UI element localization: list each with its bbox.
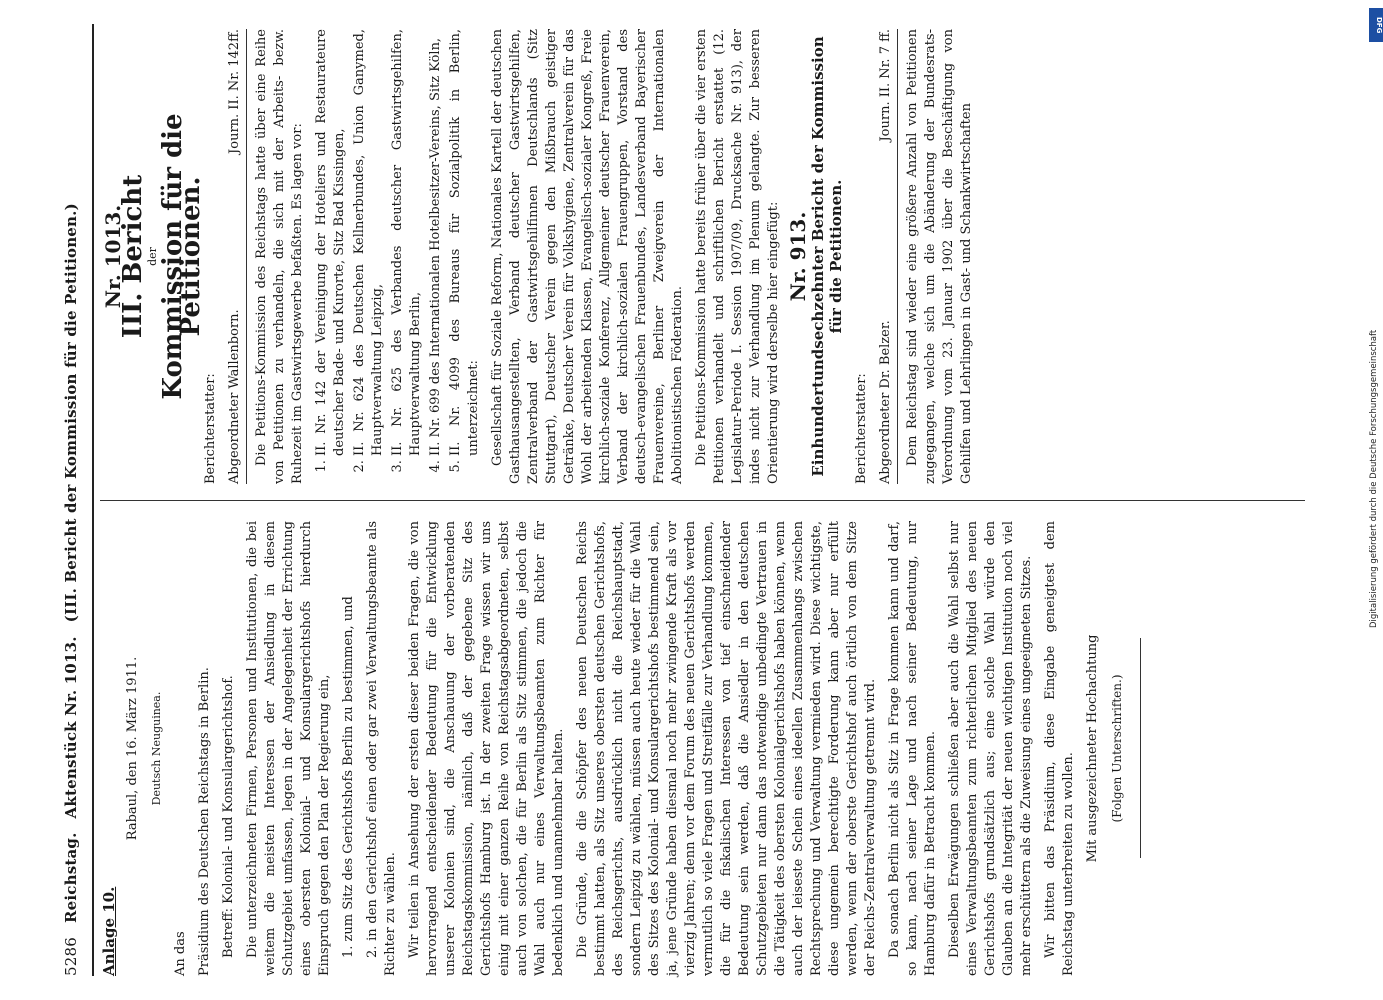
right-column [100, 29, 982, 484]
list-item: 5. II. Nr. 4099 des Bureaus für Sozialpolitik in Berlin, unterzeichnet: [447, 29, 483, 456]
paragraph: Wir bitten das Präsidium, diese Eingabe geneigtest dem Reichstag unterbreiten zu wollen. [1043, 521, 1076, 976]
dfg-logo: DFG [1369, 8, 1383, 42]
place-sub: Deutsch Neuguinea. [150, 691, 163, 806]
column-divider [100, 500, 1305, 501]
document-page [0, 24, 1320, 976]
header-left-title: Reichstag. [62, 832, 80, 924]
place-date: Rabaul, den 16. März 1911. [125, 656, 140, 841]
report-title-913: Einhundertundsechzehnter Bericht der Kommission für die Petitionen. [809, 36, 845, 477]
list-item: 1. zum Sitz des Gerichtshofs Berlin zu bestimmen, und [341, 596, 356, 958]
reporter2-name: Abgeordneter Dr. Belzer. [878, 320, 893, 484]
paragraph: Die Petitions-Kommission hatte bereits früher über die vier ersten Petitionen verhandelt und schriftlichen Bericht erstattet (12. Legislatur-Periode I. Session 1907/09, Drucksache Nr. 913), der indes nicht zur Verhandlung im Plenum gelangte. Zur besseren Orientierung wird derselbe hier eingefügt: [694, 29, 781, 484]
reporter2-label: Berichterstatter: [854, 373, 869, 484]
paragraph: Die unterzeichneten Firmen, Personen und Institutionen, die bei weitem die meisten Interessen der Ansiedlung in diesem Schutzgebiet umfassen, legen in der Angelegenheit der Errichtung eines obersten Kolonial- und Konsulargerichtshofs hierdurch Einspruch gegen den Plan der Regierung ein, [245, 521, 332, 976]
list-item: 2. II. Nr. 624 des Deutschen Kellnerbundes, Union Ganymed, Hauptverwaltung Leipzig, [351, 29, 387, 456]
paragraph: Da sonach Berlin nicht als Sitz in Frage kommen kann und darf, so kann, nach seiner Lage und nach seiner Bedeutung, nur Hamburg dafür in Betracht kommen. [887, 521, 938, 976]
signatures: (Folgen Unterschriften.) [1110, 674, 1124, 823]
header-doc-ref: Aktenstück Nr. 1013. [62, 636, 80, 819]
reporter-name: Abgeordneter Wallenborn. [227, 309, 242, 484]
list-item: 1. II. Nr. 142 der Vereinigung der Hoteliers und Restaurateure deutscher Bade- und Kurorte, Sitz Bad Kissingen, [313, 29, 349, 456]
report-number-913: Nr. 913. [786, 211, 810, 302]
organizations: Gesellschaft für Soziale Reform, Nationales Kartell der deutschen Gasthausangestellten, Verband deutscher Gastwirtsgehilfen, Zentralverband der Gastwirtsgehilfinnen Deutschlands (Sitz Stuttgart), Deutscher Verein gegen den Mißbrauch geistiger Getränke, Deutscher Verein für Volkshygiene, Zentralverein für das Wohl der arbeitenden Klassen, Evangelisch-sozialer Kongreß, Freie kirchlich-soziale Konferenz, Allgemeiner deutscher Frauenverein, Verband der kirchlich-sozialen Frauengruppen, Vorstand des deutsch-evangelischen Frauenbundes, Landesverband Bayerischer Frauenvereine, Berliner Zweigverein der Internationalen Abolitionistischen Föderation. [490, 29, 685, 484]
list-item: 4. II. Nr. 699 des Internationalen Hotelbesitzer-Vereins, Sitz Köln, [427, 29, 445, 456]
journal-ref: Journ. II. Nr. 142ff. [227, 29, 242, 154]
page-header [58, 24, 84, 976]
betreff: Betreff: Kolonial- und Konsulargerichtshof. [221, 675, 236, 958]
reporter2-line [877, 29, 898, 484]
header-rule [92, 24, 94, 976]
reporter-label: Berichterstatter: [203, 373, 218, 484]
left-column [100, 521, 1141, 976]
list-item: 2. in den Gerichtshof einen oder gar zwei Verwaltungsbeamte als Richter zu wählen. [365, 521, 398, 976]
journal2-ref: Journ. II. Nr. 7 ff. [878, 29, 893, 142]
paragraph: Die Gründe, die die Schöpfer des neuen Deutschen Reichs bestimmt hatten, als Sitz unseres obersten deutschen Gerichtshofs, des Reichsgerichts, ausdrücklich nicht die Reichshauptstadt, sondern Leipzig zu wählen, müssen auch heute wieder für die Wahl des Sitzes des Kolonial- und Konsulargerichtshofs bestimmend sein, ja, jene Gründe haben diesmal noch mehr zwingende Kraft als vor vierzig Jahren; denn vor dem Forum des neuen Gerichtshofs werden vermutlich so viele Fragen und Streitfälle zur Verhandlung kommen, die für die fiskalischen Interessen von tief einschneidender Bedeutung sein werden, daß die Ansiedler in den deutschen Schutzgebieten nur dann das notwendige unbedingte Vertrauen in die Tätigkeit des obersten Kolonialgerichtshofs haben können, wenn auch der leiseste Schein eines ideellen Zusammenhangs zwischen Rechtsprechung und Verwaltung vermieden wird. Diese wichtigste, diese ungemein berechtigte Forderung kann aber nur erfüllt werden, wenn der oberste Gerichtshof auch örtlich von dem Sitze der Reichs-Zentralverwaltung getrennt wird. [575, 521, 878, 976]
report-number: Nr. 1013. [101, 204, 125, 309]
addressee-line1: An das [173, 931, 188, 976]
report-der: der [146, 247, 159, 266]
petition-list [313, 29, 483, 484]
paragraph: Dem Reichstag sind wieder eine größere Anzahl von Petitionen zugegangen, welche sich um die Abänderung der Bundesrats-Verordnung vom 23. Januar 1902 über die Beschäftigung von Gehilfen und Lehrlingen in Gast- und Schankwirtschaften [905, 29, 974, 484]
report-title: III. Bericht [118, 174, 148, 339]
list-item: 3. II. Nr. 625 des Verbandes deutscher Gastwirtsgehilfen, Hauptverwaltung Berlin, [389, 29, 425, 456]
paragraph: Wir teilen in Ansehung der ersten dieser beiden Fragen, die von hervorragend entscheidender Bedeutung für die Entwicklung unserer Kolonien sind, die Anschauung der vorberatenden Reichstagskommission, nämlich, daß der gegebene Sitz des Gerichtshofs Hamburg ist. In der zweiten Frage wissen wir uns einig mit einer ganzen Reihe von Reichstagsabgeordneten, selbst auch von solchen, die für Berlin als Sitz stimmen, die jedoch die Wahl auch nur eines Verwaltungsbeamten zum Richter für bedenklich und unannehmbar halten. [407, 521, 566, 976]
paragraph: Dieselben Erwägungen schließen aber auch die Wahl selbst nur eines Verwaltungsbeamten zum richterlichen Mitglied des neuen Gerichtshofs grundsätzlich aus; eine solche Wahl würde den Glauben an die Integrität der neuen wichtigen Institution noch viel mehr erschüttern als die Zuweisung eines ungeeigneten Sitzes. [947, 521, 1034, 976]
closing: Mit ausgezeichneter Hochachtung [1085, 634, 1100, 863]
signature-rule [1140, 639, 1141, 859]
page-number: 5286 [62, 937, 80, 976]
paragraph: Die Petitions-Kommission des Reichstags hatte über eine Reihe von Petitionen zu verhandeln, die sich mit der Arbeits- bezw. Ruhezeit im Gastwirtsgewerbe befaßten. Es lagen vor: [254, 29, 305, 484]
report-commission: Kommission für die Petitionen. [158, 113, 206, 400]
reporter-line [226, 29, 247, 484]
anlage-heading: Anlage 10. [100, 886, 118, 976]
dfg-credit: Digitalisierung gefördert durch die Deutsche Forschungsgemeinschaft [1369, 329, 1379, 628]
header-doc-subject: (III. Bericht der Kommission für die Petitionen.) [62, 203, 80, 623]
dfg-sidebar [1369, 8, 1383, 628]
addressee-line2: Präsidium des Deutschen Reichstags in Berlin. [197, 667, 212, 976]
